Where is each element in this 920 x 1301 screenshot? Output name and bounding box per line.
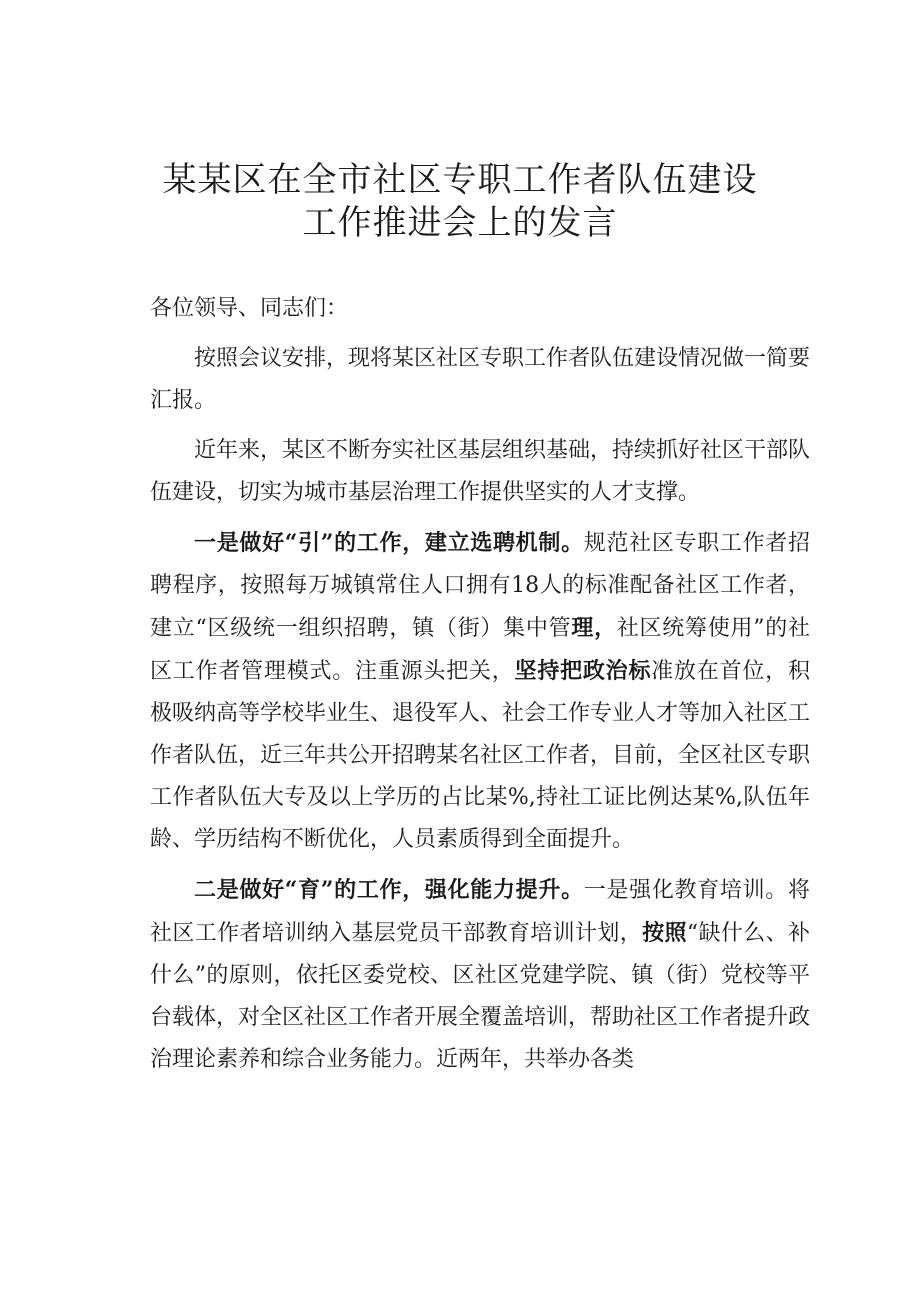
paragraph-training <box>150 869 810 1081</box>
document-title-line-1: 某某区在全市社区专职工作者队伍建设 <box>162 160 758 200</box>
paragraph-recruitment-text-e: 准放在首位，积极吸纳高等学校毕业生、退役军人、社会工作专业人才等加入社区工作者队伍，近三年共公开招聘某名社区工作者，目前，全区社区专职工作者队伍大专及以上学历的占比某%,持社工证比例达某%,队伍年龄、学历结构不断优化，人员素质得到全面提升。 <box>150 659 811 852</box>
paragraph-recruitment-heading: 一是做好“引”的工作，建立选聘机制。 <box>194 530 584 556</box>
paragraph-training-heading: 二是做好“育”的工作，强化能力提升。 <box>194 877 584 903</box>
paragraph-recruitment-text-b: 理， <box>571 615 617 641</box>
document-title-line-2: 工作推进会上的发言 <box>302 203 618 243</box>
document-body <box>150 288 810 1089</box>
paragraph-recruitment-text-c: 社区统筹使用”的社区工作者管理模式。注重源头把关， <box>150 616 810 684</box>
paragraph-training-text-a: 一是强化教育培训。将社区工作者培训纳入基层党员干部教育培训计划， <box>150 878 810 946</box>
paragraph-recruitment-text-d: 坚持把政治标 <box>514 658 652 684</box>
paragraph-recruitment <box>150 522 810 861</box>
paragraph-training-text-c: “缺什么、补什么”的原则，依托区委党校、区社区党建学院、镇（街）党校等平台载体，对全区社区工作者开展全覆盖培训，帮助社区工作者提升政治理论素养和综合业务能力。近两年，共举办各类 <box>150 921 811 1072</box>
paragraph-background: 近年来，某区不断夯实社区基层组织基础，持续抓好社区干部队伍建设，切实为城市基层治理工作提供坚实的人才支撑。 <box>150 438 811 505</box>
salutation: 各位领导、同志们： <box>150 296 349 321</box>
paragraph-recruitment-text-a: 规范社区专职工作者招聘程序，按照每万城镇常住人口拥有18人的标准配备社区工作者，建立“区级统一组织招聘，镇（街）集中管 <box>150 531 810 641</box>
paragraph-training-text-b: 按照 <box>642 920 687 946</box>
paragraph-intro: 按照会议安排，现将某区社区专职工作者队伍建设情况做一简要汇报。 <box>150 346 811 413</box>
